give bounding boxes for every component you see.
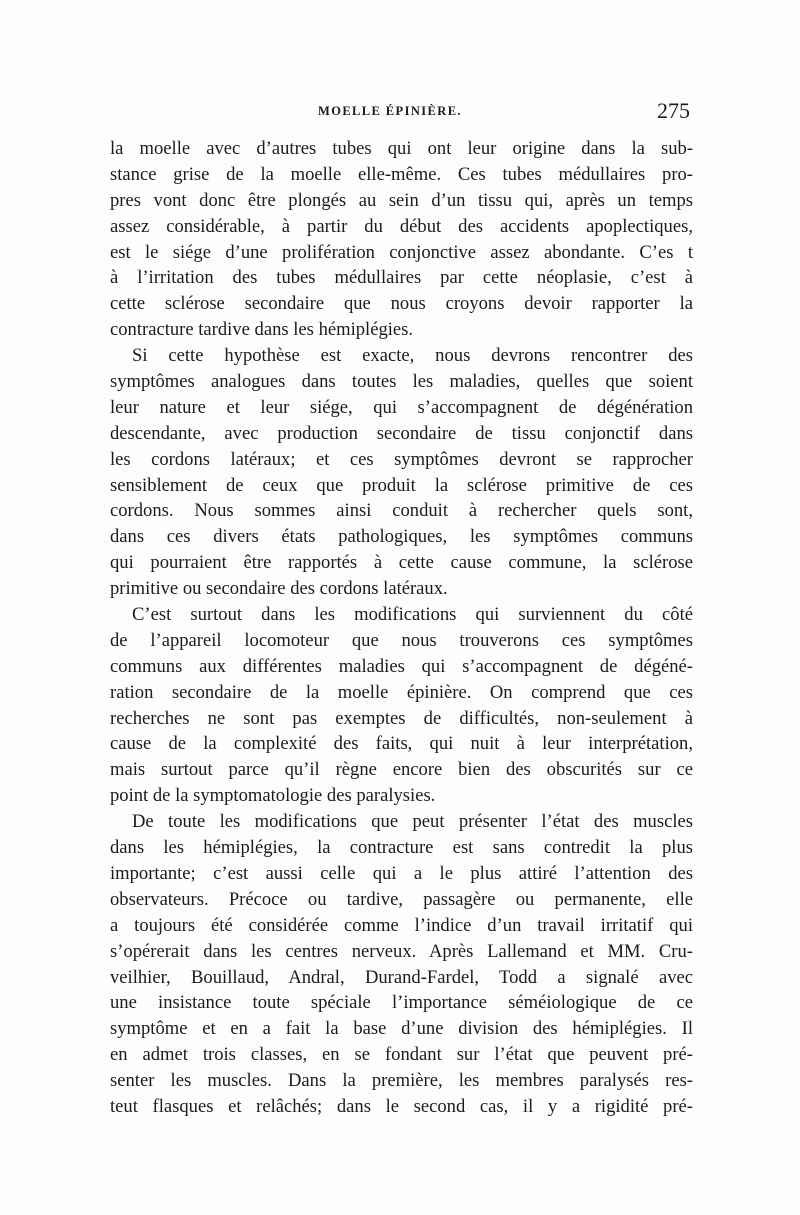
- text-line: de l’appareil locomoteur que nous trouverons ces symptômes: [110, 629, 693, 651]
- text-line: recherches ne sont pas exemptes de difficultés, non-seulement à: [110, 707, 693, 729]
- text-line: les cordons latéraux; et ces symptômes devront se rapprocher: [110, 448, 693, 470]
- paragraph: [110, 602, 693, 809]
- paragraph: [110, 136, 693, 343]
- text-line: Si cette hypothèse est exacte, nous devrons rencontrer des: [132, 345, 693, 367]
- text-line: contracture tardive dans les hémiplégies.: [110, 319, 414, 341]
- text-line: ration secondaire de la moelle épinière. On comprend que ces: [110, 681, 693, 703]
- text-line: cause de la complexité des faits, qui nuit à leur interprétation,: [110, 733, 693, 755]
- text-line: senter les muscles. Dans la première, les membres paralysés res-: [110, 1070, 693, 1092]
- text-line: en admet trois classes, en se fondant sur l’état que peuvent pré-: [110, 1044, 693, 1066]
- text-line: C’est surtout dans les modifications qui surviennent du côté: [132, 604, 693, 626]
- text-line: De toute les modifications que peut présenter l’état des muscles: [132, 811, 693, 833]
- text-line: teut flasques et relâchés; dans le second cas, il y a rigidité pré-: [110, 1095, 693, 1117]
- text-line: à l’irritation des tubes médullaires par cette néoplasie, c’est à: [110, 267, 693, 289]
- text-line: qui pourraient être rapportés à cette cause commune, la sclérose: [110, 552, 693, 574]
- text-line: communs aux différentes maladies qui s’accompagnent de dégéné-: [110, 655, 693, 677]
- text-line: a toujours été considérée comme l’indice d’un travail irritatif qui: [110, 914, 693, 936]
- text-line: symptômes analogues dans toutes les maladies, quelles que soient: [110, 371, 693, 393]
- text-line: symptôme et en a fait la base d’une division des hémiplégies. Il: [110, 1018, 693, 1040]
- text-line: stance grise de la moelle elle-même. Ces tubes médullaires pro-: [110, 163, 693, 185]
- page-number: 275: [657, 98, 690, 123]
- text-line: cette sclérose secondaire que nous croyons devoir rapporter la: [110, 293, 693, 315]
- text-line: sensiblement de ceux que produit la sclérose primitive de ces: [110, 474, 693, 496]
- text-line: leur nature et leur siége, qui s’accompagnent de dégénération: [110, 396, 693, 418]
- paragraph: [110, 809, 693, 1120]
- text-line: mais surtout parce qu’il règne encore bien des obscurités sur ce: [110, 759, 693, 781]
- text-line: une insistance toute spéciale l’importance séméiologique de ce: [110, 992, 693, 1014]
- text-line: dans les hémiplégies, la contracture est sans contredit la plus: [110, 837, 693, 859]
- text-line: importante; c’est aussi celle qui a le plus attiré l’attention des: [110, 862, 693, 884]
- text-line: est le siége d’une prolifération conjonctive assez abondante. C’es t: [110, 241, 693, 263]
- text-line: la moelle avec d’autres tubes qui ont leur origine dans la sub-: [110, 138, 693, 159]
- text-line: observateurs. Précoce ou tardive, passagère ou permanente, elle: [110, 888, 693, 910]
- text-line: cordons. Nous sommes ainsi conduit à rechercher quels sont,: [110, 500, 693, 522]
- text-line: assez considérable, à partir du début des accidents apoplectiques,: [110, 215, 693, 237]
- body-text: [110, 136, 693, 1120]
- page-header: [110, 98, 690, 128]
- text-line: primitive ou secondaire des cordons latéraux.: [110, 578, 448, 600]
- text-line: s’opérerait dans les centres nerveux. Après Lallemand et MM. Cru-: [110, 940, 693, 962]
- text-line: point de la symptomatologie des paralysies.: [110, 785, 436, 807]
- text-line: descendante, avec production secondaire de tissu conjonctif dans: [110, 422, 693, 444]
- text-line: veilhier, Bouillaud, Andral, Durand-Fardel, Todd a signalé avec: [110, 966, 693, 988]
- text-line: dans ces divers états pathologiques, les symptômes communs: [110, 526, 693, 548]
- text-line: pres vont donc être plongés au sein d’un tissu qui, après un temps: [110, 189, 693, 211]
- paragraph: [110, 343, 693, 602]
- running-title: MOELLE ÉPINIÈRE.: [318, 104, 462, 118]
